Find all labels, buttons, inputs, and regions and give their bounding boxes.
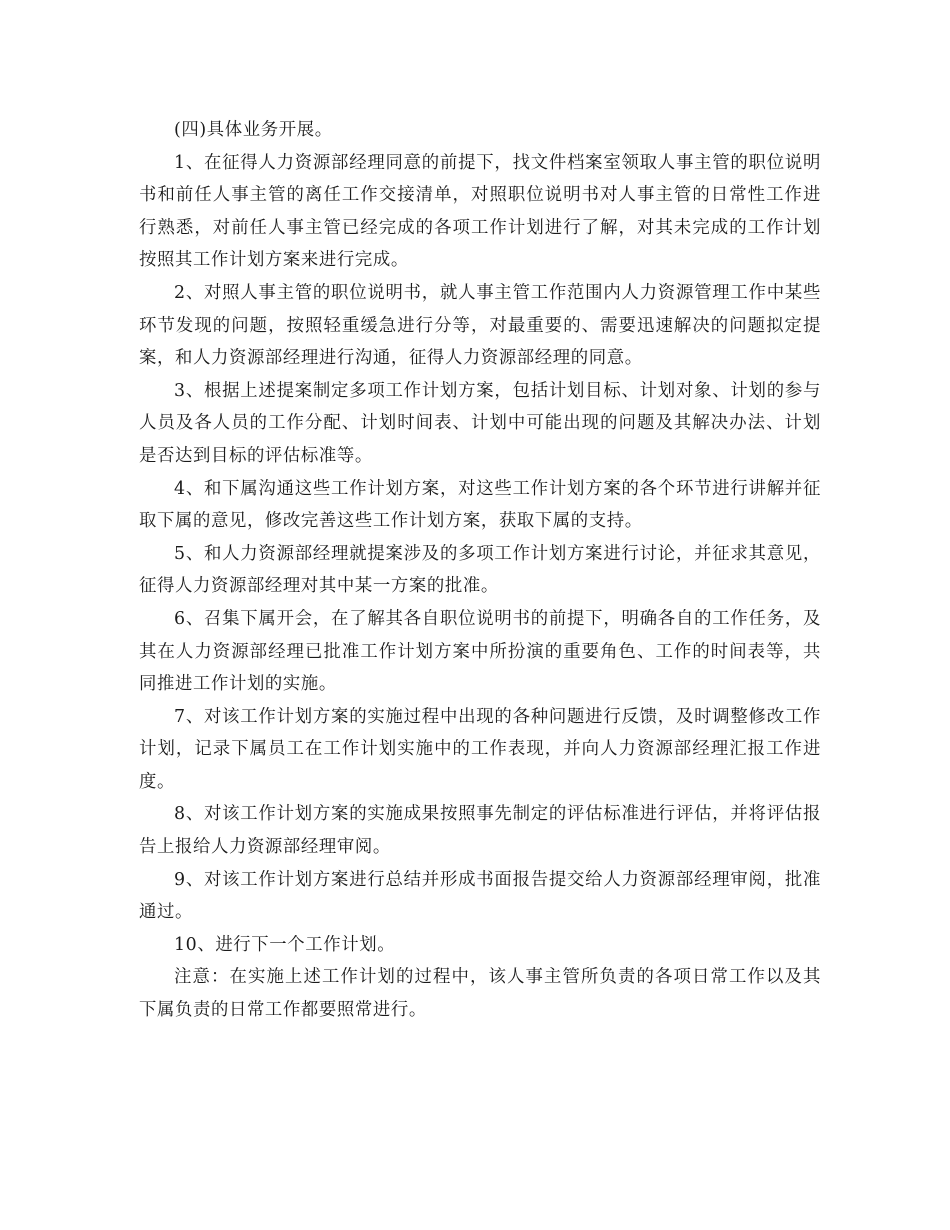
paragraph-10: 10、进行下一个工作计划。: [174, 934, 396, 955]
note-paragraph: 注意：在实施上述工作计划的过程中，该人事主管所负责的各项日常工作以及其下属负责的日常工作都要照常进行。: [139, 967, 821, 1021]
paragraph-7: 7、对该工作计划方案的实施过程中出现的各种问题进行反馈，及时调整修改工作计划，记录下属员工在工作计划实施中的工作表现，并向人力资源部经理汇报工作进度。: [139, 706, 821, 792]
paragraph-9: 9、对该工作计划方案进行总结并形成书面报告提交给人力资源部经理审阅，批准通过。: [139, 869, 821, 923]
paragraph-6: 6、召集下属开会，在了解其各自职位说明书的前提下，明确各自的工作任务，及其在人力资源部经理已批准工作计划方案中所扮演的重要角色、工作的时间表等，共同推进工作计划的实施。: [139, 608, 821, 695]
paragraph-4: 4、和下属沟通这些工作计划方案，对这些工作计划方案的各个环节进行讲解并征取下属的意见，修改完善这些工作计划方案，获取下属的支持。: [139, 478, 821, 532]
document-body: [139, 114, 821, 1027]
section-heading: (四)具体业务开展。: [174, 120, 333, 140]
paragraph-5: 5、和人力资源部经理就提案涉及的多项工作计划方案进行讨论，并征求其意见，征得人力资源部经理对其中某一方案的批准。: [139, 543, 821, 597]
paragraph-2: 2、对照人事主管的职位说明书，就人事主管工作范围内人力资源管理工作中某些环节发现的问题，按照轻重缓急进行分等，对最重要的、需要迅速解决的问题拟定提案，和人力资源部经理进行沟通，征得人力资源部经理的同意。: [139, 282, 821, 369]
paragraph-3: 3、根据上述提案制定多项工作计划方案，包括计划目标、计划对象、计划的参与人员及各人员的工作分配、计划时间表、计划中可能出现的问题及其解决办法、计划是否达到目标的评估标准等。: [139, 380, 821, 466]
paragraph-8: 8、对该工作计划方案的实施成果按照事先制定的评估标准进行评估，并将评估报告上报给人力资源部经理审阅。: [139, 804, 821, 858]
paragraph-1: 1、在征得人力资源部经理同意的前提下，找文件档案室领取人事主管的职位说明书和前任人事主管的离任工作交接清单，对照职位说明书对人事主管的日常性工作进行熟悉，对前任人事主管已经完成的各项工作计划进行了解，对其未完成的工作计划按照其工作计划方案来进行完成。: [139, 152, 821, 271]
